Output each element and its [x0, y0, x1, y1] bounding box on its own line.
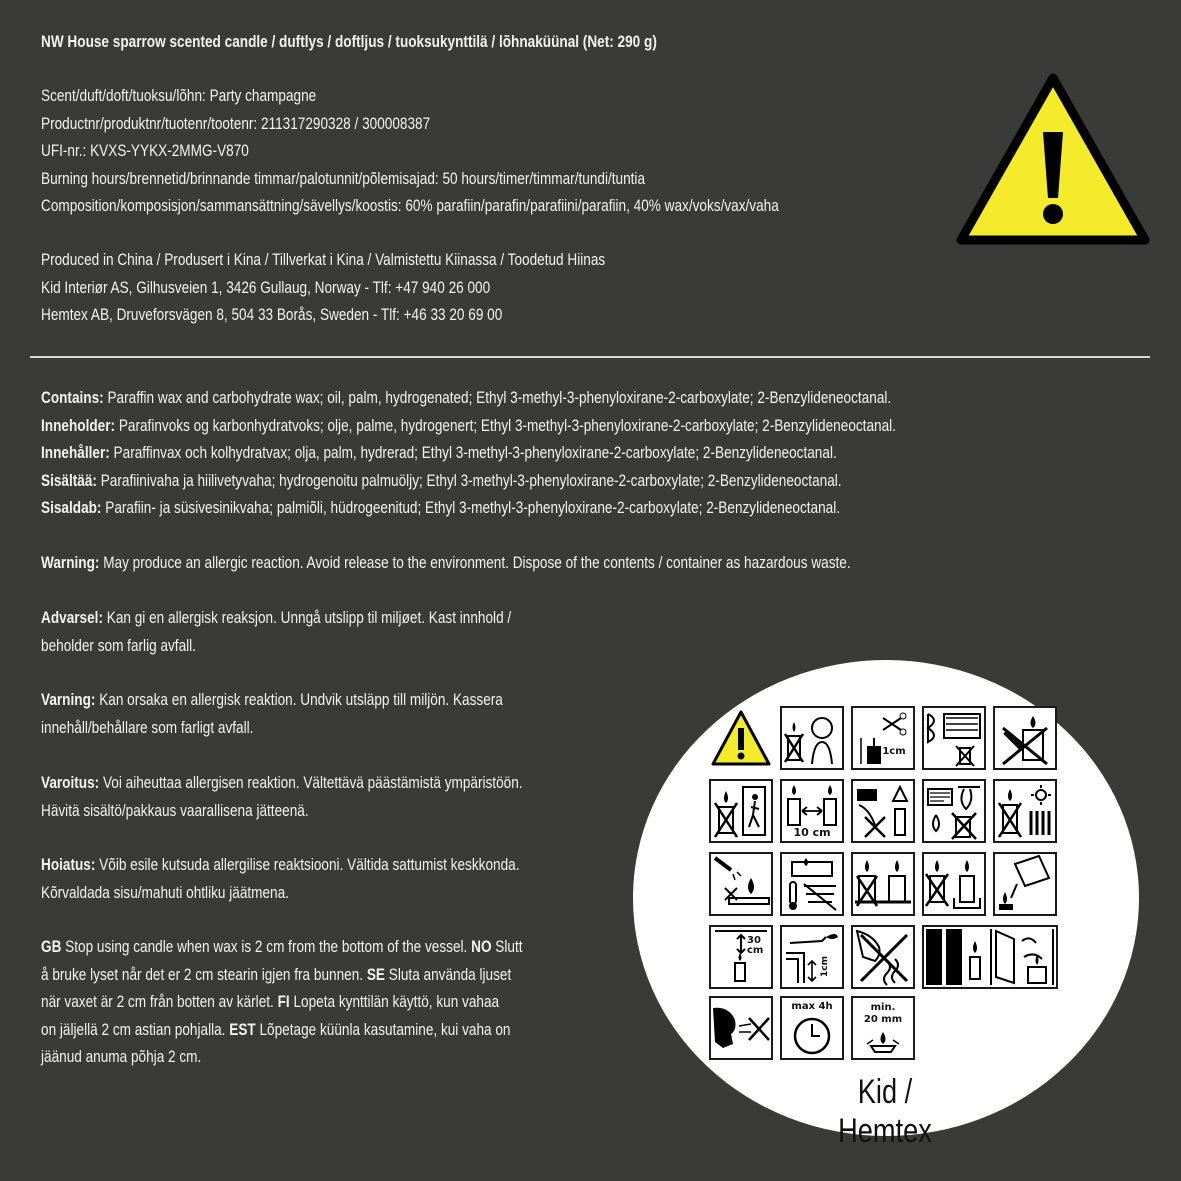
no-flammable-objects-icon — [922, 779, 986, 843]
hazard-warning-icon — [709, 706, 773, 770]
trim-wick-icon: 1cm — [851, 706, 915, 770]
hemtex-address-line: Hemtex AB, Druveforsvägen 8, 504 33 Borås, Sweden - Tlf: +46 33 20 69 00 — [41, 305, 503, 324]
no-candles-together-icon — [851, 852, 915, 916]
warning-se: Varning: Kan orsaka en allergisk reaktion. Undvik utsläpp till miljön. Kassera innehåll/behållare som farligt avfall. — [41, 690, 503, 737]
kid-address-line: Kid Interiør AS, Gilhusveien 1, 3426 Gullaug, Norway - Tlf: +47 940 26 000 — [41, 277, 491, 297]
no-smoke-inhale-icon — [851, 925, 915, 989]
no-near-curtains-icon — [922, 706, 986, 770]
contains-en: Contains: Paraffin wax and carbohydrate wax; oil, palm, hydrogenated; Ethyl 3-methyl-3-phenyloxirane-2-carboxylate; 2-Benzylideneoctanal. — [41, 388, 892, 407]
contains-se: Innehåller: Paraffinvax och kolhydratvax; olja, palm, hydrerad; Ethyl 3-methyl-3-phenyloxirane-2-carboxylate; 2-Benzylideneoctanal. — [41, 443, 837, 462]
no-moving-lit-candle-icon — [993, 706, 1057, 770]
no-pouring-wax-icon — [993, 852, 1057, 916]
burning-hours-line: Burning hours/brennetid/brinnande timmar/palotunnit/põlemisajad: 50 hours/timer/timmar/tundi/tuntia — [41, 168, 646, 188]
max-burn-time-icon: max 4h — [780, 996, 844, 1060]
scent-line: Scent/duft/doft/tuoksu/lõhn: Party champagne — [41, 86, 317, 105]
stop-at-1cm-icon: 1cm — [780, 925, 844, 989]
section-divider — [30, 356, 1150, 358]
ufi-line: UFI-nr.: KVXS-YYKX-2MMG-V870 — [41, 141, 249, 160]
candle-spacing-icon: 10 cm — [780, 779, 844, 843]
usage-instructions: GB Stop using candle when wax is 2 cm from the bottom of the vessel. NO Slutt å bruke lyset når det er 2 cm stearin igjen fra bunnen. SE Sluta använda ljuset när vaxet är 2 cm från botten av kärlet. FI Lopeta kynttilän käyttö, kun vahaa on jäljellä 2 cm astian pohjalla. EST Lõpetage küünla kasutamine, kui vaha on jäänud anuma põhja 2 cm. — [41, 937, 523, 1066]
origin-line: Produced in China / Produsert i Kina / Tillverkat i Kina / Valmistettu Kiinassa / Toodetud Hiinas — [41, 250, 606, 269]
warning-est: Hoiatus: Võib esile kutsuda allergilise reaktsiooni. Vältida sattumist keskkonda. Kõrvaldada sisu/mahuti ohtliku jäätmena. — [41, 855, 520, 902]
warning-fi: Varoitus: Voi aiheuttaa allergisen reaktion. Vältettävä päästämistä ympäristöön. Hävitä sisältö/pakkaus vaarallisena jätteenä. — [41, 773, 523, 820]
no-heat-sources-icon — [993, 779, 1057, 843]
product-title: NW House sparrow scented candle / duftlys / doftljus / tuoksukynttilä / lõhnaküünal (Net: 290 g) — [41, 32, 657, 51]
no-blowing-icon — [709, 996, 773, 1060]
warning-no: Advarsel: Kan gi en allergisk reaksjon. Unngå utslipp til miljøet. Kast innhold / beholder som farlig avfall. — [41, 608, 512, 655]
product-number-line: Productnr/produktnr/tuotenr/tootenr: 211317290328 / 300008387 — [41, 113, 431, 133]
contains-no: Inneholder: Parafinvoks og karbonhydratvoks; olje, palme, hydrogenert; Ethyl 3-methyl-3-phenyloxirane-2-carboxylate; 2-Benzylideneoctanal. — [41, 415, 896, 435]
burn-first-time-icon: 30 cm — [709, 925, 773, 989]
contains-est: Sisaldab: Parafiin- ja süsivesinikvaha; palmiõli, hüdrogeenitud; Ethyl 3-methyl-3-phenyloxirane-2-carboxylate; 2-Benzylideneoctanal. — [41, 498, 841, 517]
keep-away-children-icon — [780, 706, 844, 770]
warning-en: Warning: May produce an allergic reaction. Avoid release to the environment. Dispose of the contents / container as hazardous waste. — [41, 553, 851, 572]
no-drafts-icon — [851, 779, 915, 843]
composition-line: Composition/komposisjon/sammansättning/sävellys/koostis: 60% parafiin/parafin/parafiini/parafiin, 40% wax/voks/vax/vaha — [41, 196, 779, 215]
contains-fi: Sisältää: Parafiinivaha ja hiilivetyvaha; hydrogenoitu palmuöljy; Ethyl 3-methyl-3-phenyloxirane-2-carboxylate; 2-Benzylideneoctanal. — [41, 470, 842, 490]
heat-resistant-surface-icon — [780, 852, 844, 916]
no-water-extinguish-icon — [709, 852, 773, 916]
use-holder-icon — [922, 852, 986, 916]
min-wax-pool-icon: min. 20 mm — [851, 996, 915, 1060]
no-leave-unattended-icon — [709, 779, 773, 843]
brand-name: Kid / Hemtex — [838, 1073, 932, 1150]
warning-triangle-icon — [955, 72, 1151, 248]
ventilate-room-icon — [922, 925, 1058, 989]
